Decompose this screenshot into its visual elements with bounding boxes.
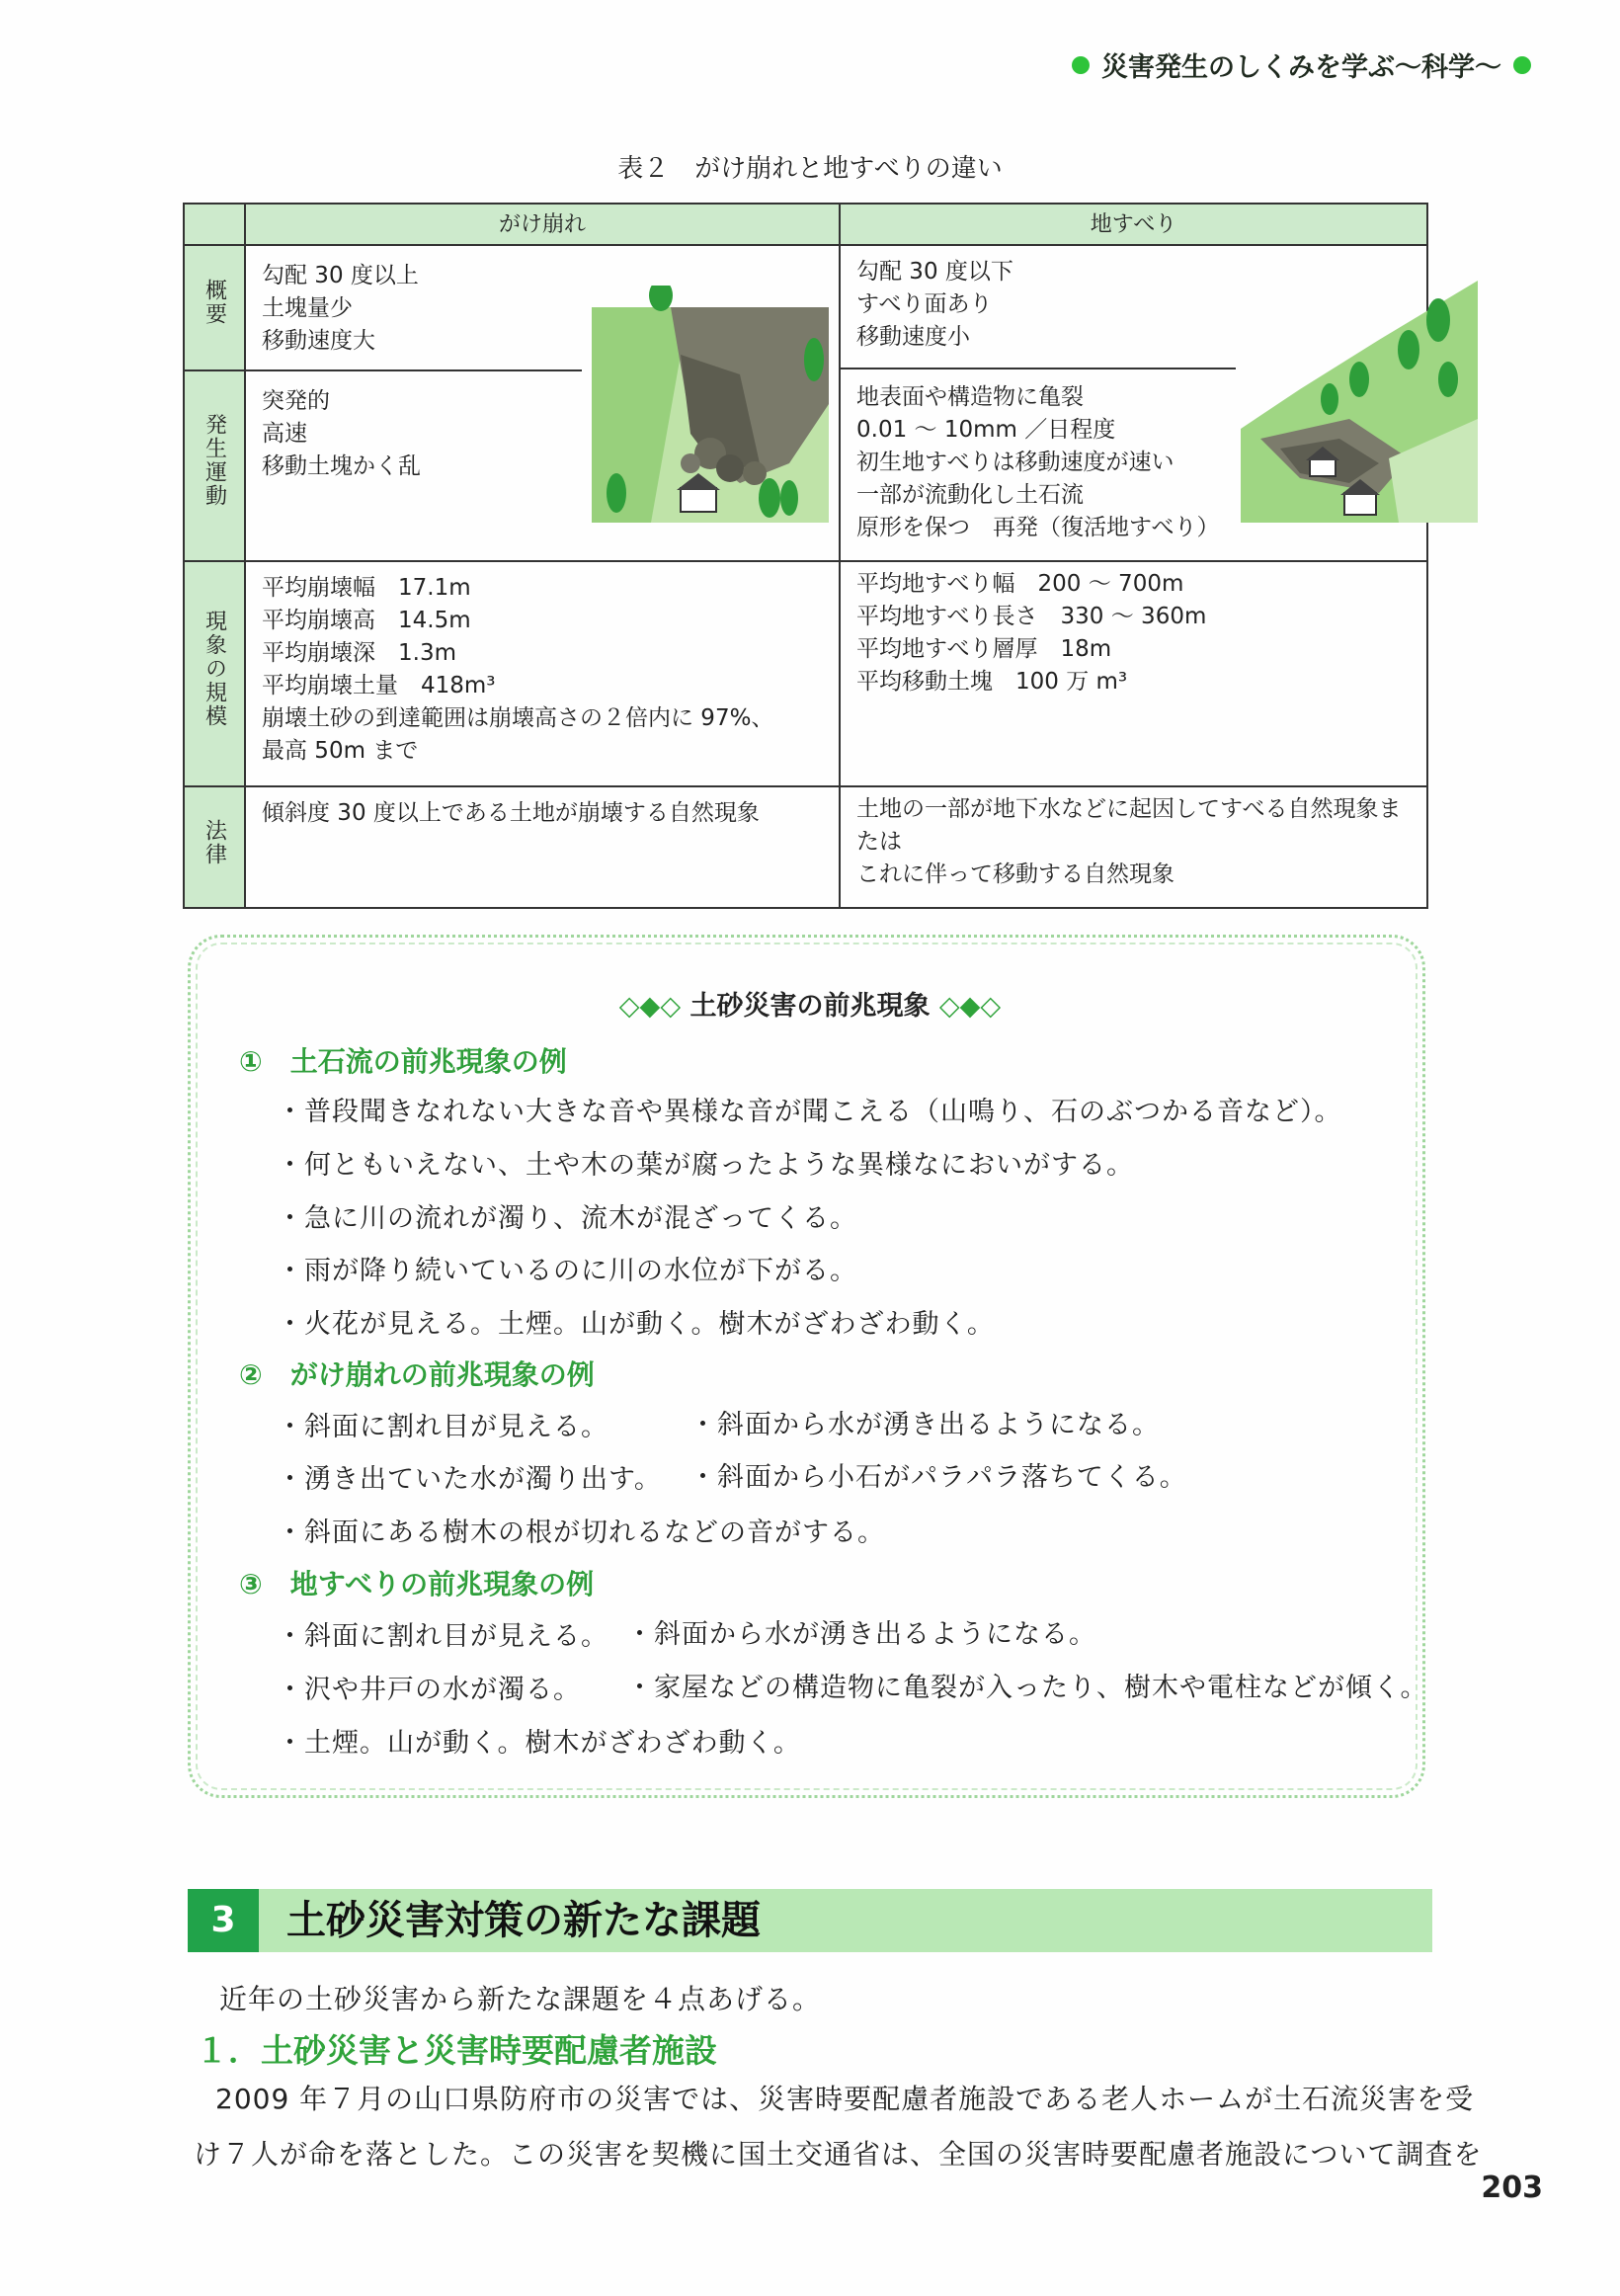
sub-heading: １．土砂災害と災害時要配慮者施設: [196, 2031, 717, 2070]
jisuberi-law-1: 土地の一部が地下水などに起因してすべる自然現象または: [856, 796, 1402, 855]
list-item: ・普段聞きなれない大きな音や異様な音が聞こえる（山鳴り、石のぶつかる音など）。: [277, 1097, 1342, 1127]
bullet-dot-icon: [1072, 56, 1090, 74]
comparison-table: [183, 203, 1428, 909]
gake-scale-5: 崩壊土砂の到達範囲は崩壊高さの２倍内に 97%、: [262, 705, 774, 731]
bullet-dot-icon: [1513, 56, 1531, 74]
gake-overview-2: 土塊量少: [262, 295, 353, 321]
col-header-jisuberi: 地すべり: [840, 204, 1427, 245]
table-caption: 表２ がけ崩れと地すべりの違い: [617, 154, 1003, 184]
row-header-law: 法律: [184, 786, 245, 908]
row-header-motion: 発生運動: [184, 370, 245, 561]
jisuberi-motion-4: 一部が流動化し土石流: [856, 482, 1084, 508]
list-item: ・急に川の流れが濁り、流木が混ざってくる。: [277, 1203, 857, 1234]
gake-law: 傾斜度 30 度以上である土地が崩壊する自然現象: [245, 786, 840, 908]
section-heading-bar: [188, 1889, 1432, 1952]
list-item: ・斜面に割れ目が見える。: [277, 1412, 608, 1442]
jisuberi-overview-motion: [840, 245, 1427, 561]
running-title: 災害発生のしくみを学ぶ〜科学〜: [1101, 52, 1501, 83]
gake-motion-1: 突発的: [262, 388, 330, 414]
list-item: ・沢や井戸の水が濁る。: [277, 1675, 581, 1705]
section-title: 土砂災害対策の新たな課題: [286, 1898, 761, 1943]
list-item: ・斜面に割れ目が見える。: [277, 1621, 608, 1652]
list-item: ・何ともいえない、土や木の葉が腐ったような異様なにおいがする。: [277, 1150, 1134, 1181]
gake-scale-2: 平均崩壊高 14.5m: [262, 608, 471, 633]
body-line-1: 2009 年７月の山口県防府市の災害では、災害時要配慮者施設である老人ホームが土石流災害を受: [215, 2083, 1475, 2115]
subsection-label-2: ② がけ崩れの前兆現象の例: [239, 1358, 595, 1391]
gake-scale: [245, 561, 840, 786]
jisuberi-overview-1: 勾配 30 度以下: [856, 259, 1013, 285]
gake-motion-3: 移動土塊かく乱: [262, 453, 421, 479]
list-item: ・斜面から小石がパラパラ落ちてくる。: [689, 1462, 1187, 1493]
diamond-deco-icon: ◇◆◇: [938, 991, 1002, 1022]
jisuberi-motion-5: 原形を保つ 再発（復活地すべり）: [856, 515, 1220, 540]
gake-motion-2: 高速: [262, 421, 307, 447]
jisuberi-motion-1: 地表面や構造物に亀裂: [856, 384, 1084, 410]
jisuberi-law-2: これに伴って移動する自然現象: [856, 861, 1174, 887]
running-header: [1072, 45, 1531, 84]
jisuberi-overview-3: 移動速度小: [856, 324, 970, 350]
list-item: ・雨が降り続いているのに川の水位が下がる。: [277, 1256, 857, 1286]
list-item: ・火花が見える。土煙。山が動く。樹木がざわざわ動く。: [277, 1309, 995, 1340]
row-header-overview: 概要: [184, 245, 245, 370]
col-header-gake: がけ崩れ: [245, 204, 840, 245]
list-item: ・土煙。山が動く。樹木がざわざわ動く。: [277, 1728, 801, 1759]
jisuberi-overview-2: すべり面あり: [856, 291, 993, 317]
subsection-label-1: ① 土石流の前兆現象の例: [239, 1045, 567, 1078]
gake-overview-3: 移動速度大: [262, 328, 375, 354]
jisuberi-scale-4: 平均移動土塊 100 万 m³: [856, 669, 1128, 695]
box-title: [0, 984, 1620, 1023]
jisuberi-scale-2: 平均地すべり長さ 330 〜 360m: [856, 604, 1207, 629]
jisuberi-scale-1: 平均地すべり幅 200 〜 700m: [856, 571, 1184, 597]
gake-scale-1: 平均崩壊幅 17.1m: [262, 575, 471, 601]
landslide-illustration: [1241, 281, 1478, 523]
cliff-collapse-illustration: [592, 286, 829, 523]
gake-scale-6: 最高 50m まで: [262, 738, 419, 764]
gake-scale-4: 平均崩壊土量 418m³: [262, 673, 496, 698]
row-header-scale: 現象の規模: [184, 561, 245, 786]
page-number: 203: [1481, 2171, 1543, 2205]
body-line-2: け７人が命を落とした。この災害を契機に国土交通省は、全国の災害時要配慮者施設について調査を: [194, 2138, 1483, 2171]
jisuberi-motion-2: 0.01 〜 10mm ／日程度: [856, 417, 1116, 443]
section-number: 3: [188, 1889, 259, 1952]
subsection-label-3: ③ 地すべりの前兆現象の例: [239, 1568, 595, 1600]
list-item: ・斜面から水が湧き出るようになる。: [626, 1619, 1096, 1650]
box-title-text: 土砂災害の前兆現象: [689, 991, 931, 1022]
jisuberi-motion-3: 初生地すべりは移動速度が速い: [856, 450, 1174, 475]
gake-scale-3: 平均崩壊深 1.3m: [262, 640, 456, 666]
section-intro: 近年の土砂災害から新たな課題を４点あげる。: [219, 1983, 822, 2015]
list-item: ・湧き出ていた水が濁り出す。: [277, 1464, 662, 1495]
jisuberi-scale-3: 平均地すべり層厚 18m: [856, 636, 1112, 662]
gake-overview-motion: [245, 245, 840, 561]
corner-cell: [184, 204, 245, 245]
list-item: ・斜面にある樹木の根が切れるなどの音がする。: [277, 1517, 885, 1548]
gake-overview-1: 勾配 30 度以上: [262, 263, 419, 288]
diamond-deco-icon: ◇◆◇: [618, 991, 682, 1022]
list-item: ・斜面から水が湧き出るようになる。: [689, 1410, 1160, 1440]
jisuberi-law: [840, 786, 1427, 908]
jisuberi-scale: [840, 561, 1427, 786]
list-item: ・家屋などの構造物に亀裂が入ったり、樹木や電柱などが傾く。: [626, 1673, 1428, 1703]
